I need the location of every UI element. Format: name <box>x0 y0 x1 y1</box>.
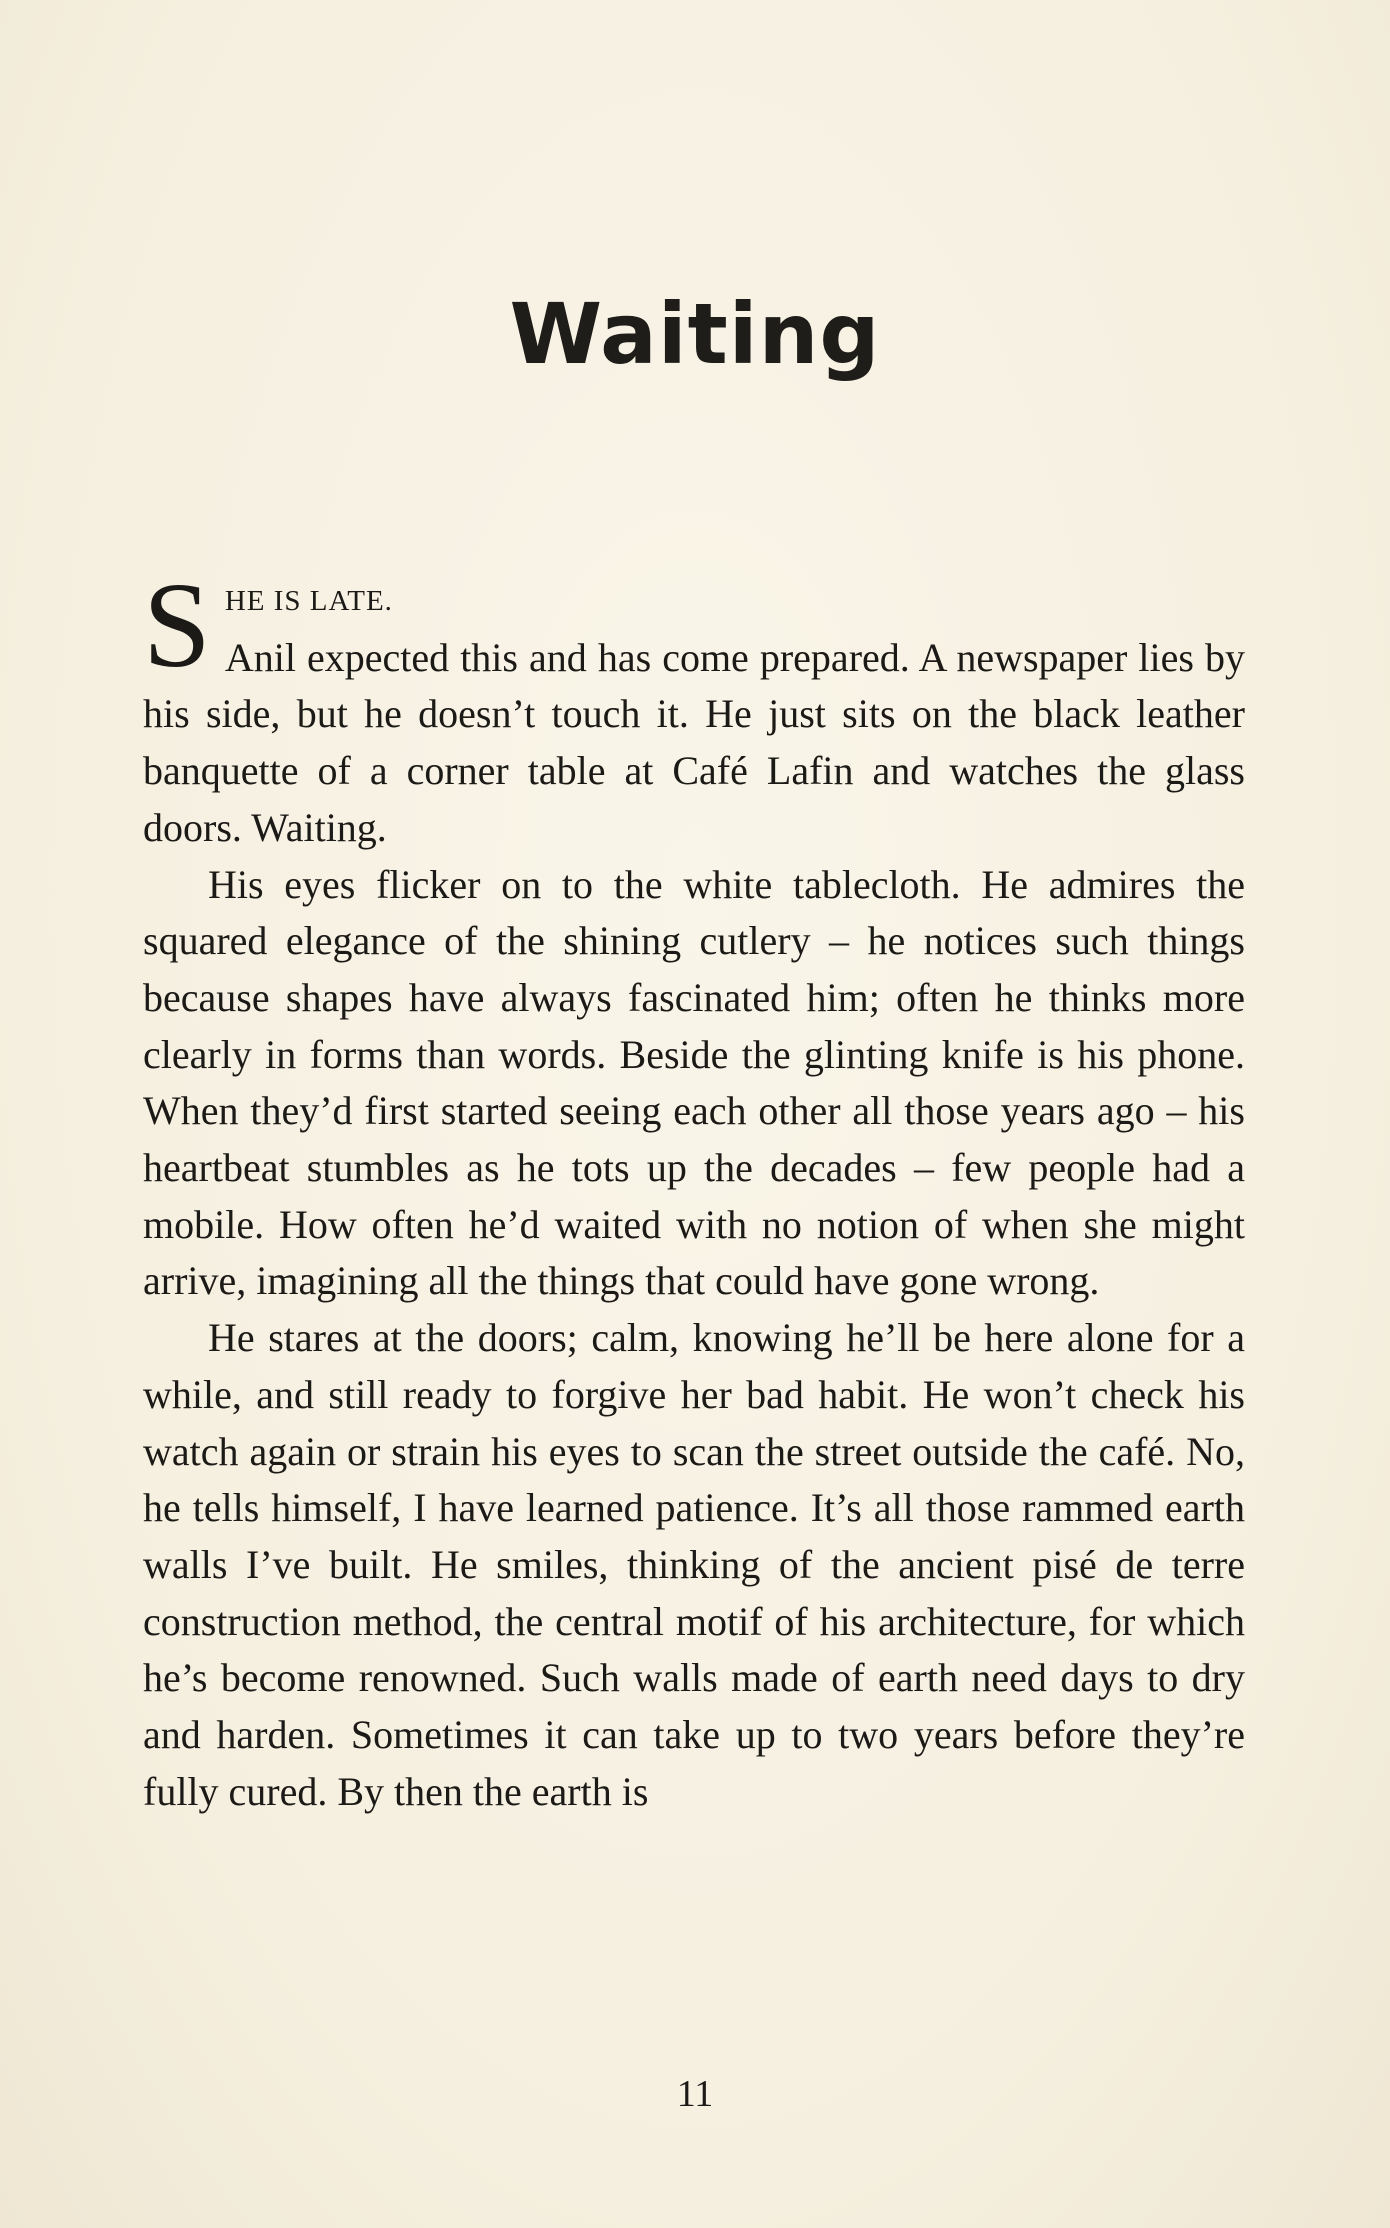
opening-paragraph <box>143 558 1245 857</box>
paragraph: His eyes flicker on to the white tablecloth. He admires the squared elegance of the shining cutlery – he notices such things because shapes have always fascinated him; often he thinks more clearly in forms than words. Beside the glinting knife is his phone. When they’d first started seeing each other all those years ago – his heartbeat stumbles as he tots up the decades – few people had a mobile. How often he’d waited with no notion of when she might arrive, imagining all the things that could have gone wrong. <box>143 861 1245 1304</box>
lead-in-small-caps: HE IS LATE. <box>224 585 393 617</box>
body-text <box>143 558 1245 1820</box>
paragraph-text: Anil expected this and has come prepared. A newspaper lies by his side, but he doesn’t touch it. He just sits on the black leather banquette of a corner table at Café Lafin and watches the glass doors. Waiting. <box>143 634 1245 850</box>
chapter-title: Waiting <box>509 285 881 383</box>
drop-cap: S <box>143 558 211 693</box>
paragraph: He stares at the doors; calm, knowing he’ll be here alone for a while, and still ready to forgive her bad habit. He won’t check his watch again or strain his eyes to scan the street outside the café. No, he tells himself, I have learned patience. It’s all those rammed earth walls I’ve built. He smiles, thinking of the ancient pisé de terre construction method, the central motif of his architecture, for which he’s become renowned. Such walls made of earth need days to dry and harden. Sometimes it can take up to two years before they’re fully cured. By then the earth is <box>143 1315 1245 1814</box>
page-number: 11 <box>676 2073 714 2115</box>
